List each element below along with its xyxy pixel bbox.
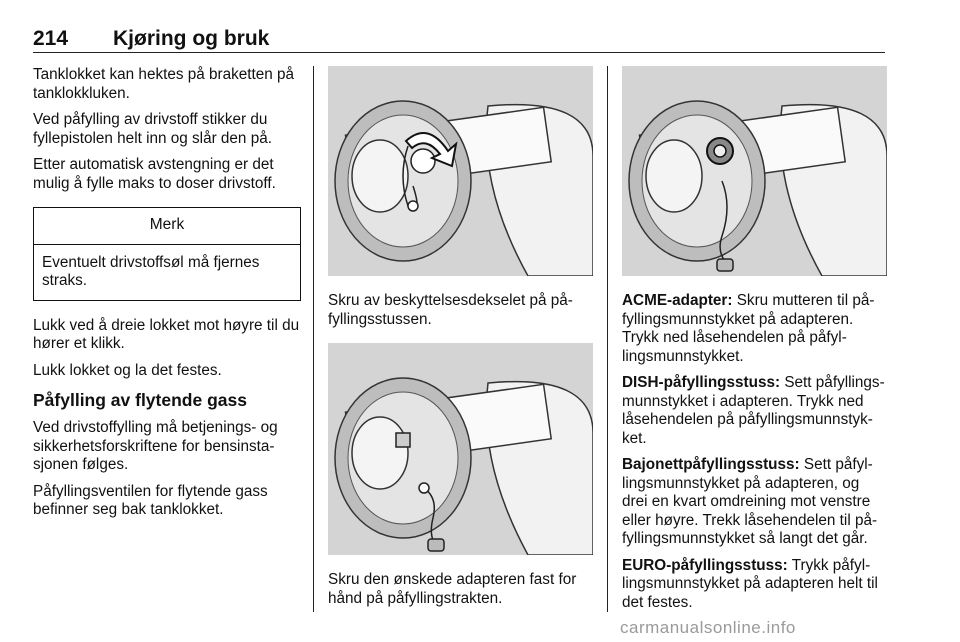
paragraph: Lukk lokket og la det festes. [33,361,222,379]
term-dish: DISH-påfyllingsstuss: [622,374,781,391]
figure-remove-cap [328,66,593,276]
figure-adapter-types [622,66,887,276]
paragraph: Lukk ved å dreie lokket mot høyre til du hører et klikk. [33,316,300,352]
term-acme: ACME-adapter: [622,292,733,309]
header-divider [33,52,885,53]
paragraph-bajonett: Bajonettpåfyllingsstuss: Sett påfyllingsmunnstykket på adapteren, og drei en kvart omdreining mot venstre eller høyre. Trekk låsehendelen til påfyllingsmunnstykket så langt det går. [622,456,878,547]
section-heading: Påfylling av flytende gass [33,390,247,410]
fuel-cap-remove-illustration [328,66,593,276]
page-number: 214 [33,27,69,50]
paragraph-acme: ACME-adapter: Skru mutteren til påfyllingsmunnstykket på adapteren. Trykk ned låsehendelen på påfyllingsmunnstykket. [622,292,875,365]
figure-caption: Skru den ønskede adapteren fast for hånd på påfyllingstrakten. [328,571,577,607]
column-left [33,66,301,528]
column-divider [607,66,608,612]
paragraph: Påfyllingsventilen for flytende gass befinner seg bak tanklokket. [33,482,268,518]
column-right [622,66,887,620]
term-bajonett: Bajonettpåfyllingsstuss: [622,456,800,473]
paragraph-dish: DISH-påfyllingsstuss: Sett påfyllingsmunnstykket i adapteren. Trykk ned låsehendelen på påfyllingsmunnstykket. [622,374,885,447]
paragraph: Ved drivstoffylling må betjenings- og sikkerhetsforskriftene for bensinstasjonen følges. [33,419,278,473]
figure-caption: Skru av beskyttelsesdekselet på påfyllingsstussen. [328,292,573,328]
column-divider [313,66,314,612]
term-euro: EURO-påfyllingsstuss: [622,556,788,574]
figure-attach-adapter [328,343,593,555]
adapter-attach-illustration [328,343,593,555]
paragraph: Ved påfylling av drivstoff stikker du fyllepistolen helt inn og slår den på. [33,111,272,147]
column-middle [328,66,593,616]
note-body: Eventuelt drivstoffsøl må fjernes straks. [42,253,260,289]
adapter-screw-illustration [622,66,887,276]
paragraph: Tanklokket kan hektes på braketten på tanklokkluken. [33,66,295,102]
paragraph: Etter automatisk avstengning er det mulig å fylle maks to doser drivstoff. [33,156,276,192]
paragraph-euro: EURO-påfyllingsstuss: Trykk påfyllingsmunnstykket på adapteren helt til det festes. [622,556,878,611]
page-header [33,27,885,53]
note-box [33,207,301,301]
watermark: carmanualsonline.info [620,618,796,637]
page-title: Kjøring og bruk [113,27,270,50]
note-title: Merk [34,208,300,245]
